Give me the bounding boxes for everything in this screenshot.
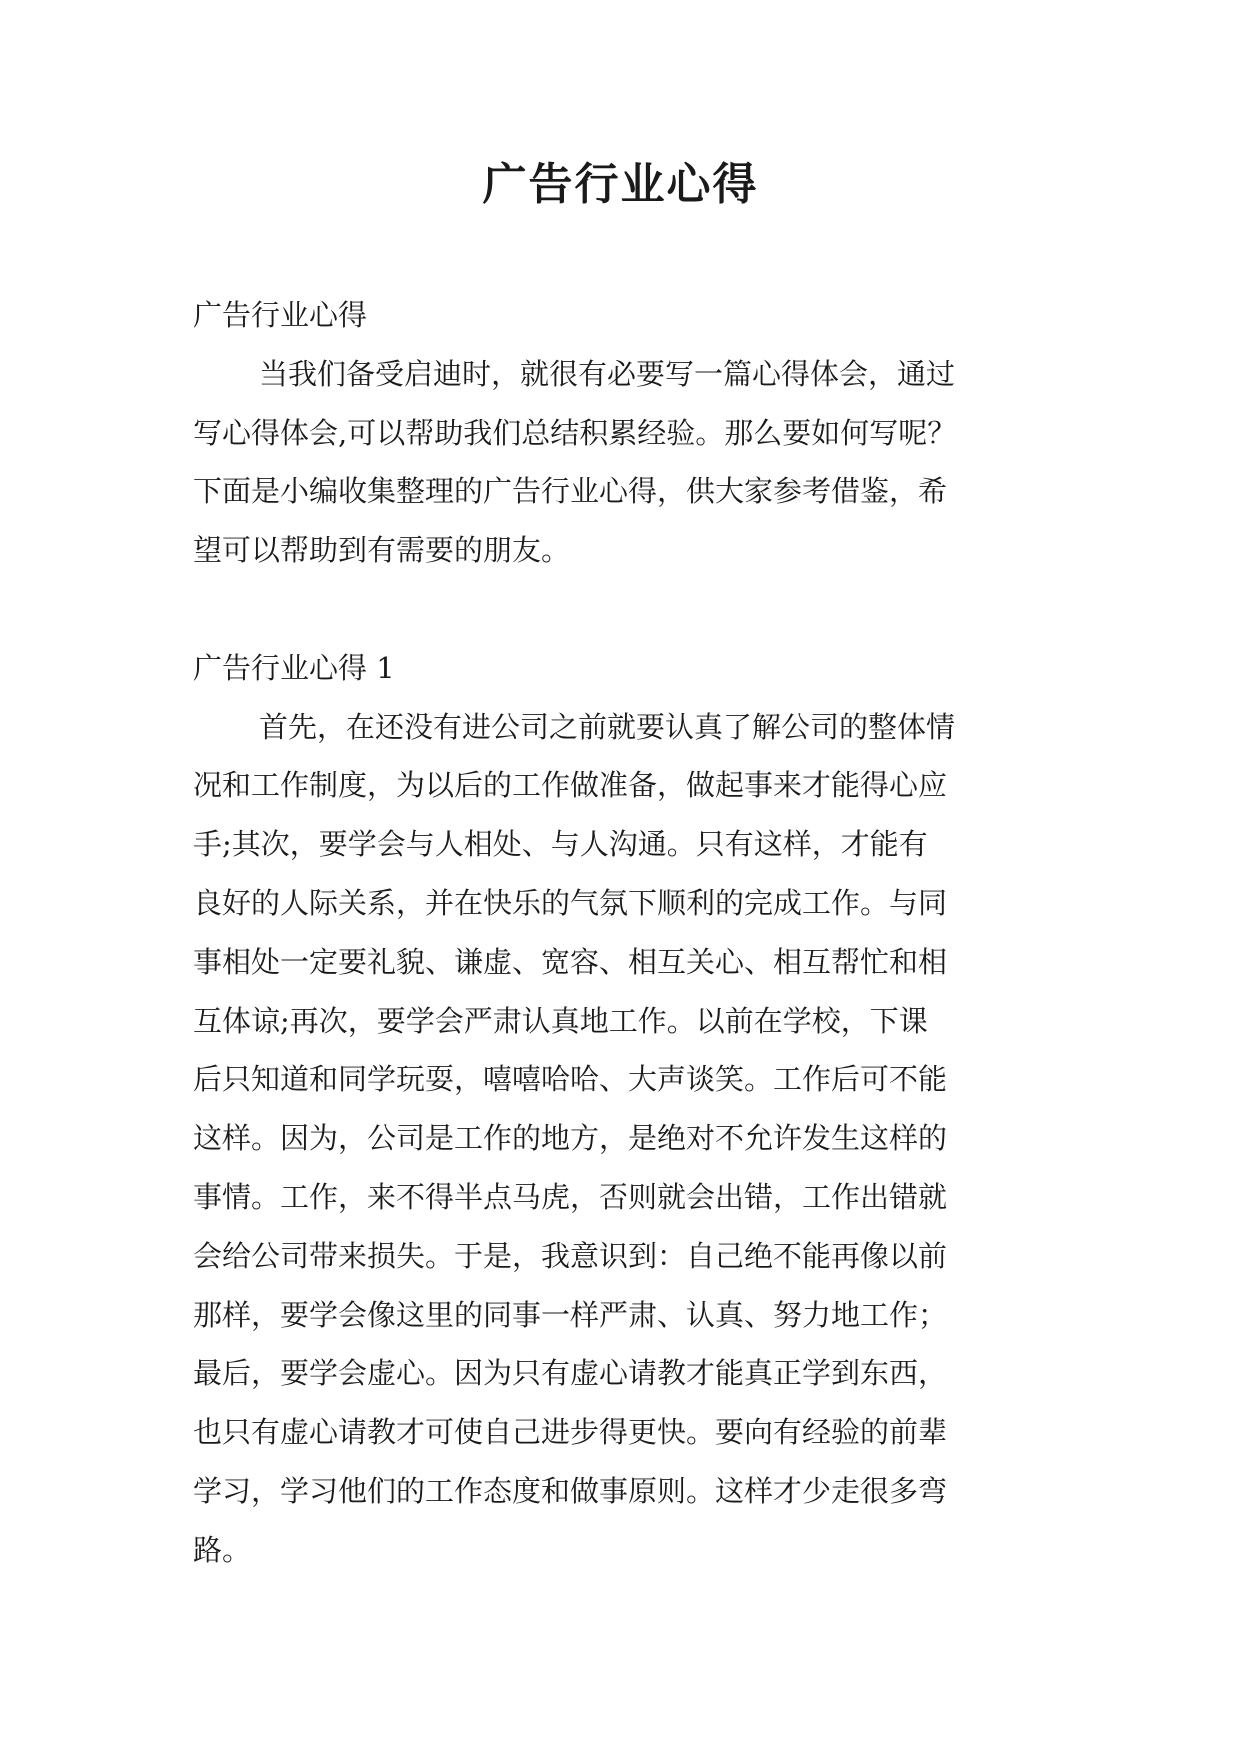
paragraph-line: 这样。因为，公司是工作的地方，是绝对不允许发生这样的	[193, 1121, 948, 1156]
paragraph-line: 最后，要学会虚心。因为只有虚心请教才能真正学到东西，	[193, 1356, 948, 1391]
paragraph-line: 路。	[193, 1532, 252, 1567]
paragraph-line: 手;其次，要学会与人相处、与人沟通。只有这样，才能有	[193, 827, 928, 862]
paragraph-line: 也只有虚心请教才可使自己进步得更快。要向有经验的前辈	[193, 1415, 948, 1450]
paragraph-line: 事相处一定要礼貌、谦虚、宽容、相互关心、相互帮忙和相	[193, 944, 948, 979]
paragraph-line: 写心得体会,可以帮助我们总结积累经验。那么要如何写呢？	[193, 415, 957, 450]
section-heading: 广告行业心得 1	[193, 650, 395, 685]
intro-heading: 广告行业心得	[193, 298, 368, 332]
paragraph-line: 下面是小编收集整理的广告行业心得，供大家参考借鉴，希	[193, 474, 948, 509]
document-title: 广告行业心得	[482, 159, 759, 210]
paragraph-line: 当我们备受启迪时，就很有必要写一篇心得体会，通过	[259, 356, 956, 391]
paragraph-line: 会给公司带来损失。于是，我意识到：自己绝不能再像以前	[193, 1238, 948, 1273]
paragraph-line: 那样，要学会像这里的同事一样严肃、认真、努力地工作；	[193, 1297, 948, 1332]
paragraph-line: 望可以帮助到有需要的朋友。	[193, 533, 571, 568]
paragraph-line: 事情。工作，来不得半点马虎，否则就会出错，工作出错就	[193, 1179, 948, 1214]
document-body	[193, 286, 1063, 1580]
paragraph-line: 后只知道和同学玩耍，嘻嘻哈哈、大声谈笑。工作后可不能	[193, 1062, 948, 1097]
paragraph-line: 良好的人际关系，并在快乐的气氛下顺利的完成工作。与同	[193, 885, 948, 920]
paragraph-line: 学习，学习他们的工作态度和做事原则。这样才少走很多弯	[193, 1473, 948, 1508]
paragraph-line: 况和工作制度，为以后的工作做准备，做起事来才能得心应	[193, 768, 948, 803]
paragraph-line: 互体谅;再次，要学会严肃认真地工作。以前在学校，下课	[193, 1003, 928, 1038]
paragraph-gap	[193, 580, 1063, 639]
paragraph-line: 首先，在还没有进公司之前就要认真了解公司的整体情	[259, 709, 956, 744]
